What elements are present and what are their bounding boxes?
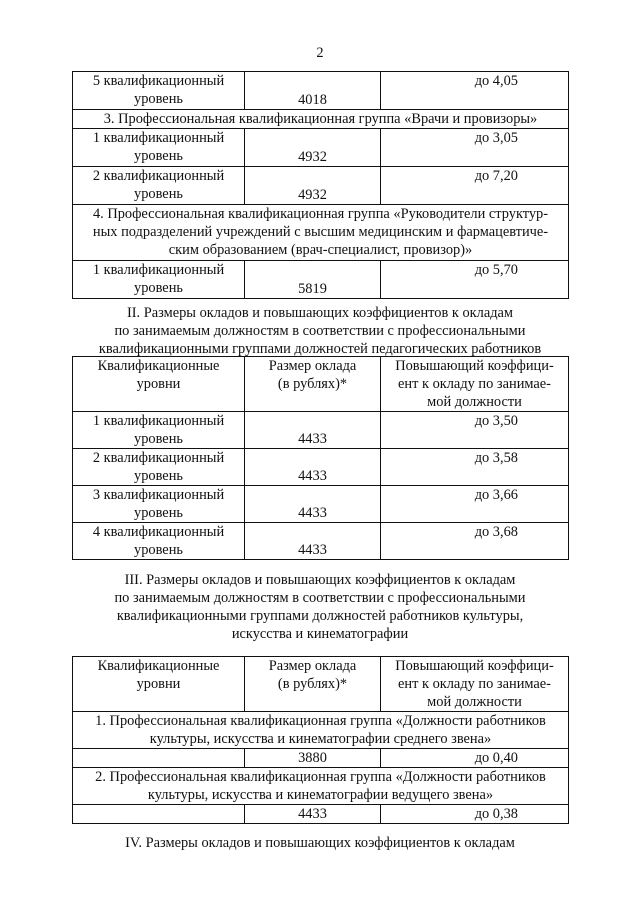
table-row bbox=[73, 167, 569, 205]
salary-cell: 4932 bbox=[245, 167, 381, 205]
group-title: 4. Профессиональная квалификационная группа «Руководители структур- ных подразделений учреждений с высшим медицинским и фармацевтиче- ским образованием (врач-специалист, провизор)» bbox=[73, 205, 569, 261]
level-cell: 5 квалификационный уровень bbox=[73, 72, 245, 110]
salary-cell: 5819 bbox=[245, 261, 381, 299]
group-row bbox=[73, 110, 569, 129]
coefficient-cell: до 3,58 bbox=[381, 449, 569, 486]
salary-table-continued bbox=[72, 71, 569, 299]
table-row bbox=[73, 523, 569, 560]
level-cell: 2 квалификационный уровень bbox=[73, 449, 245, 486]
header-levels: Квалификационные уровни bbox=[73, 357, 245, 412]
table-header-row bbox=[73, 357, 569, 412]
coefficient-cell: до 3,50 bbox=[381, 412, 569, 449]
culture-salary-table bbox=[72, 656, 569, 824]
table-row bbox=[73, 261, 569, 299]
salary-cell: 3880 bbox=[245, 749, 381, 768]
level-cell: 1 квалификационный уровень bbox=[73, 129, 245, 167]
level-cell: 3 квалификационный уровень bbox=[73, 486, 245, 523]
table-row bbox=[73, 749, 569, 768]
coefficient-cell: до 5,70 bbox=[381, 261, 569, 299]
salary-cell: 4433 bbox=[245, 523, 381, 560]
salary-cell: 4932 bbox=[245, 129, 381, 167]
header-coefficient: Повышающий коэффици- ент к окладу по занимае- мой должности bbox=[381, 357, 569, 412]
coefficient-cell: до 4,05 bbox=[381, 72, 569, 110]
group-title: 1. Профессиональная квалификационная группа «Должности работников культуры, искусства и кинематографии среднего звена» bbox=[73, 712, 569, 749]
level-cell: 4 квалификационный уровень bbox=[73, 523, 245, 560]
coefficient-cell: до 3,68 bbox=[381, 523, 569, 560]
header-levels: Квалификационные уровни bbox=[73, 657, 245, 712]
table-row bbox=[73, 486, 569, 523]
coefficient-cell: до 0,40 bbox=[381, 749, 569, 768]
section-4-heading: IV. Размеры окладов и повышающих коэффициентов к окладам bbox=[125, 835, 515, 851]
level-cell bbox=[73, 749, 245, 768]
table-row bbox=[73, 449, 569, 486]
salary-cell: 4433 bbox=[245, 805, 381, 824]
table-row bbox=[73, 412, 569, 449]
coefficient-cell: до 7,20 bbox=[381, 167, 569, 205]
level-cell: 1 квалификационный уровень bbox=[73, 261, 245, 299]
group-row bbox=[73, 712, 569, 749]
pedagogical-salary-table bbox=[72, 356, 569, 560]
table-row bbox=[73, 129, 569, 167]
table-header-row bbox=[73, 657, 569, 712]
salary-cell: 4433 bbox=[245, 412, 381, 449]
page-number: 2 bbox=[316, 45, 324, 61]
section-2-heading: II. Размеры окладов и повышающих коэффициентов к окладам по занимаемым должностям в соответствии с профессиональными квалификационными группами должностей педагогических работников bbox=[98, 305, 542, 357]
salary-cell: 4433 bbox=[245, 449, 381, 486]
level-cell bbox=[73, 805, 245, 824]
coefficient-cell: до 3,05 bbox=[381, 129, 569, 167]
coefficient-cell: до 3,66 bbox=[381, 486, 569, 523]
level-cell: 2 квалификационный уровень bbox=[73, 167, 245, 205]
group-title: 2. Профессиональная квалификационная группа «Должности работников культуры, искусства и кинематографии ведущего звена» bbox=[73, 768, 569, 805]
table-row bbox=[73, 72, 569, 110]
header-salary: Размер оклада (в рублях)* bbox=[245, 357, 381, 412]
header-coefficient: Повышающий коэффици- ент к окладу по занимае- мой должности bbox=[381, 657, 569, 712]
group-title: 3. Профессиональная квалификационная группа «Врачи и провизоры» bbox=[73, 110, 569, 129]
group-row bbox=[73, 205, 569, 261]
header-salary: Размер оклада (в рублях)* bbox=[245, 657, 381, 712]
coefficient-cell: до 0,38 bbox=[381, 805, 569, 824]
level-cell: 1 квалификационный уровень bbox=[73, 412, 245, 449]
table-row bbox=[73, 805, 569, 824]
salary-cell: 4018 bbox=[245, 72, 381, 110]
salary-cell: 4433 bbox=[245, 486, 381, 523]
group-row bbox=[73, 768, 569, 805]
section-3-heading: III. Размеры окладов и повышающих коэффициентов к окладам по занимаемым должностям в соответствии с профессиональными квалификационными группами должностей работников культуры, искусства и кинематографии bbox=[114, 572, 526, 642]
